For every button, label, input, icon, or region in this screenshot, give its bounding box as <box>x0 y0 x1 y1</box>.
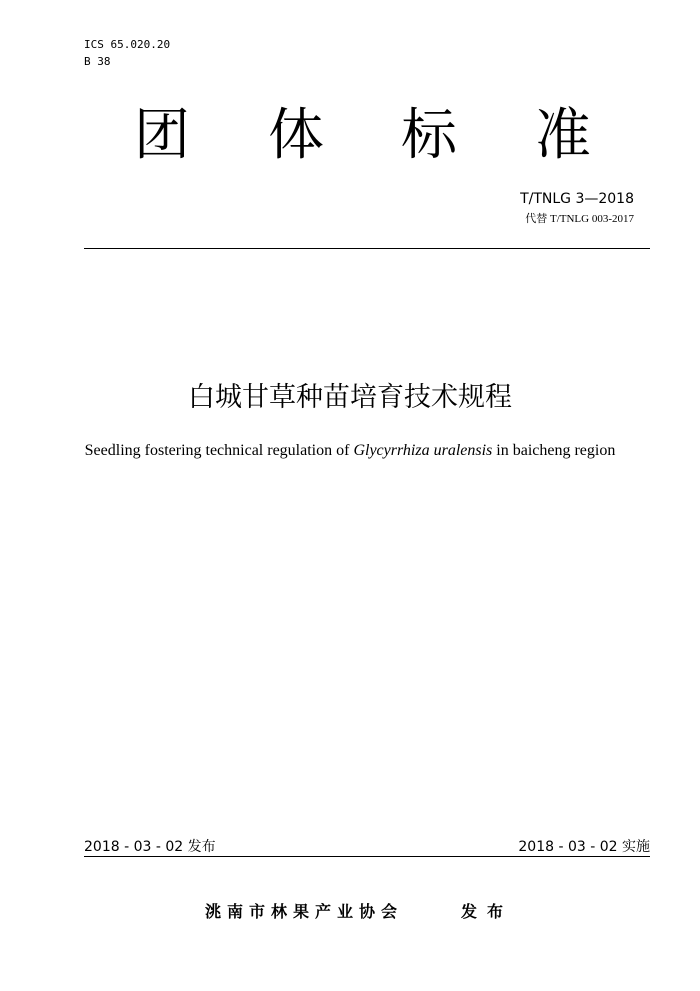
standard-type-char-3: 标 <box>401 103 457 168</box>
replaces-standard: 代替 T/TNLG 003-2017 <box>525 213 634 225</box>
bottom-divider <box>84 856 650 857</box>
title-english-prefix: Seedling fostering technical regulation of <box>84 442 354 459</box>
issuing-organization: 洮南市林果产业协会 <box>205 902 404 921</box>
issue-label: 发布 <box>461 902 514 921</box>
publication-date: 2018 - 03 - 02 发布 <box>84 839 216 855</box>
standard-type-char-4: 准 <box>535 103 591 168</box>
title-english-species: Glycyrrhiza uralensis <box>353 442 493 459</box>
standard-number: T/TNLG 3—2018 <box>520 191 634 207</box>
document-title-chinese: 白城甘草种苗培育技术规程 <box>188 382 512 413</box>
standard-type-char-1: 团 <box>134 103 190 168</box>
ics-code: ICS 65.020.20 <box>84 38 171 51</box>
implementation-date: 2018 - 03 - 02 实施 <box>518 839 650 855</box>
document-title-english <box>0 441 700 461</box>
title-english-suffix: in baicheng region <box>492 442 616 459</box>
top-divider <box>84 248 650 249</box>
standard-type-char-2: 体 <box>268 103 324 168</box>
ccs-code: B 38 <box>84 55 111 68</box>
